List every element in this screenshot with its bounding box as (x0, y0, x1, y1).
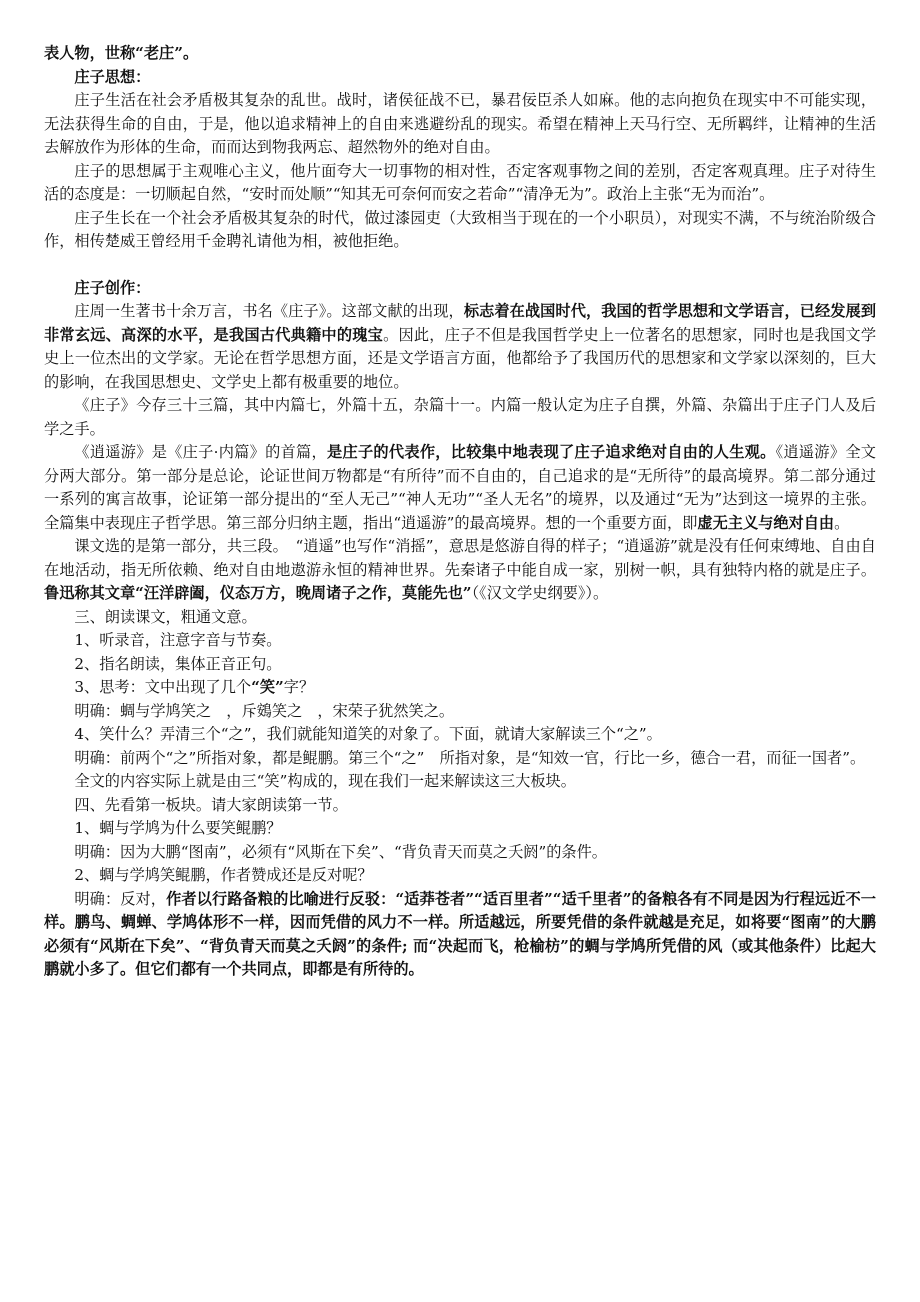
paragraph (44, 841, 876, 865)
text-run: 三、朗读课文，粗通文意。 (74, 607, 257, 626)
paragraph (44, 653, 876, 677)
bold-text: 表人物，世称“老庄”。 (44, 44, 199, 62)
paragraph (44, 606, 876, 630)
paragraph (44, 394, 876, 441)
section-heading (44, 277, 876, 301)
text-run: 庄子的思想属于主观唯心主义，他片面夸大一切事物的相对性，否定客观事物之间的差别，否定客观真理。庄子对待生活的态度是：一切顺起自然，“安时而处顺”“知其无可奈何而安之若命”“清净无为”。政治上主张“无为而治”。 (44, 161, 876, 203)
bold-text: 标志着在战国时代，我国的哲学思想和文学语言，已经发展到非常玄远、高深的水平，是我国古代典籍中的瑰宝 (44, 302, 877, 344)
paragraph (44, 794, 876, 818)
text-run: 课文选的是第一部分，共三段。 “逍遥”也写作“消摇”，意思是悠游自得的样子；“逍遥游”就是没有任何束缚地、自由自在地活动，指无所依赖、绝对自由地遨游永恒的精神世界。先秦诸子中能自成一家，别树一帜，具有独特内格的就是庄子。 (44, 537, 876, 579)
text-run: 庄子生长在一个社会矛盾极其复杂的时代，做过漆园吏（大致相当于现在的一个小职员），对现实不满，不与统治阶级合作，相传楚威王曾经用千金聘礼请他为相，被他拒绝。 (44, 208, 876, 250)
paragraph (44, 888, 876, 982)
paragraph (44, 864, 876, 888)
text-run: 。 (834, 513, 850, 532)
text-run: 明确：蜩与学鸠笑之 ，斥鴳笑之 ，宋荣子犹然笑之。 (74, 701, 455, 720)
text-run: 1、蜩与学鸠为什么要笑鲲鹏？ (74, 819, 282, 837)
paragraph (44, 160, 876, 207)
paragraph (44, 300, 876, 394)
text-run: 。因此，庄子不但是我国哲学史上一位著名的思想家，同时也是我国文学史上一位杰出的文学家。无论在哲学思想方面，还是文学语言方面，他都给予了我国历代的思想家和文学家以深刻的，巨大的影响，在我国思想史、文学史上都有极重要的地位。 (44, 325, 877, 391)
bold-text: 虚无主义与绝对自由 (697, 513, 835, 532)
text-run: 2、指名朗读，集体正音正句。 (74, 654, 282, 673)
text-run: 4、笑什么？弄清三个“之”，我们就能知道笑的对象了。下面，就请大家解读三个“之”。 (74, 725, 662, 743)
text-run: 字？ (283, 678, 315, 696)
text-run: 全文的内容实际上就是由三“笑”构成的，现在我们一起来解读这三大板块。 (74, 772, 576, 790)
paragraph (44, 535, 876, 606)
bold-text: “笑” (251, 678, 284, 696)
bold-text: 鲁迅称其文章“汪洋辟阖，仪态万方，晚周诸子之作，莫能先也” (44, 584, 472, 602)
text-run: 四、先看第一板块。请大家朗读第一节。 (74, 795, 348, 814)
paragraph (44, 747, 876, 771)
text-run: （《汉文学史纲要》）。 (471, 584, 609, 602)
paragraph (44, 441, 876, 535)
text-run: 庄子生活在社会矛盾极其复杂的乱世。战时，诸侯征战不已，暴君佞臣杀人如麻。他的志向抱负在现实中不可能实现，无法获得生命的自由，于是，他以追求精神上的自由来逃避纷乱的现实。希望在精神上天马行空、无所羁绊，让精神的生活去解放作为形体的生命，而而达到物我两忘、超然物外的绝对自由。 (44, 91, 876, 156)
bold-text: 作者以行路备粮的比喻进行反驳：“适莽苍者”“适百里者”“适千里者”的备粮各有不同是因为行程远近不一样。鹏鸟、蜩蝉、学鸠体形不一样，因而凭借的风力不一样。所适越远，所要凭借的条件就越是充足，如将要“图南”的大鹏必须有“风斯在下矣”、“背负青天而莫之夭阏”的条件; 而“决起而飞，枪榆枋”的蜩与学鸠所凭借的风（或其他条件）比起大鹏就小多了。但它们都有一个共同点，即都是有所待的。 (44, 889, 876, 978)
text-run: 庄周一生著书十余万言，书名《庄子》。这部文献的出现， (74, 302, 464, 320)
bold-text: 庄子思想： (74, 67, 151, 86)
paragraph (44, 676, 876, 700)
paragraph (44, 817, 876, 841)
paragraph-spacer (44, 254, 876, 277)
paragraph (44, 770, 876, 794)
paragraph (44, 629, 876, 653)
paragraph (44, 42, 876, 66)
text-run: 《逍遥游》是《庄子·内篇》的首篇， (74, 443, 327, 461)
text-run: 1、听录音，注意字音与节奏。 (74, 631, 282, 649)
paragraph (44, 207, 876, 254)
text-run: 明确：反对， (74, 889, 167, 908)
text-run: 《庄子》今存三十三篇，其中内篇七，外篇十五，杂篇十一。内篇一般认定为庄子自撰，外篇、杂篇出于庄子门人及后学之手。 (44, 396, 876, 438)
paragraph (44, 700, 876, 724)
paragraph (44, 723, 876, 747)
text-run: 2、蜩与学鸠笑鲲鹏，作者赞成还是反对呢？ (74, 866, 373, 884)
section-heading (44, 66, 876, 90)
bold-text: 庄子创作： (74, 278, 151, 297)
text-run: 明确：前两个“之”所指对象，都是鲲鹏。第三个“之” 所指对象，是“知效一官，行比一乡，德合一君，而征一国者”。 (74, 748, 866, 767)
text-run: 《逍遥游》全文分两大部分。第一部分是总论，论证世间万物都是“有所待”而不自由的，自己追求的是“无所待”的最高境界。第二部分通过一系列的寓言故事，论证第一部分提出的“至人无己”“神人无功”“圣人无名”的境界，以及通过“无为”达到这一境界的主张。全篇集中表现庄子哲学思。第三部分归纳主题，指出“逍遥游”的最高境界。想的一个重要方面，即 (44, 443, 876, 532)
paragraph (44, 89, 876, 160)
bold-text: 是庄子的代表作，比较集中地表现了庄子追求绝对自由的人生观。 (327, 443, 776, 461)
text-run: 3、思考：文中出现了几个 (74, 678, 252, 696)
text-run: 明确：因为大鹏“图南”，必须有“风斯在下矣”、“背负青天而莫之夭阏”的条件。 (74, 842, 607, 861)
